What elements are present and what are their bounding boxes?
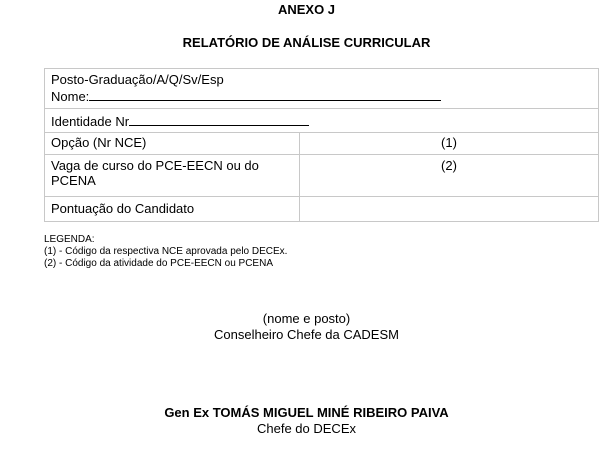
score-label-cell <box>45 197 300 222</box>
legend-title: LEGENDA: <box>44 234 95 245</box>
rank-name-cell <box>45 69 599 109</box>
option-label: Opção (Nr NCE) <box>51 135 147 150</box>
option-value-cell <box>300 133 599 155</box>
table-row <box>45 109 599 133</box>
rank-label: Posto-Graduação/A/Q/Sv/Esp <box>51 72 224 87</box>
score-label: Pontuação do Candidato <box>51 201 195 216</box>
signature-decex <box>0 405 613 437</box>
name-label: Nome: <box>51 89 90 104</box>
score-value-cell <box>300 197 599 222</box>
legend-item: (2) - Código da atividade do PCE-EECN ou PCENA <box>44 258 273 269</box>
table-row <box>45 197 599 222</box>
name-field <box>51 87 592 104</box>
signature-cadesm <box>0 311 613 343</box>
identity-blank-line <box>129 112 309 126</box>
option-note: (1) <box>441 135 457 150</box>
vacancy-label-cell <box>45 155 300 197</box>
identity-cell <box>45 109 599 133</box>
report-title: RELATÓRIO DE ANÁLISE CURRICULAR <box>182 35 431 50</box>
signature-role: Conselheiro Chefe da CADESM <box>214 327 399 342</box>
identity-label: Identidade Nr <box>51 114 130 129</box>
signature-name-rank: (nome e posto) <box>262 311 351 326</box>
name-blank-line <box>89 87 441 101</box>
curriculum-form-table <box>44 68 599 222</box>
legend <box>44 234 287 270</box>
signature-role: Chefe do DECEx <box>257 421 356 436</box>
option-label-cell <box>45 133 300 155</box>
annex-title: ANEXO J <box>277 2 336 17</box>
table-row <box>45 133 599 155</box>
signature-name: Gen Ex TOMÁS MIGUEL MINÉ RIBEIRO PAIVA <box>164 405 449 420</box>
table-row <box>45 155 599 197</box>
vacancy-value-cell <box>300 155 599 197</box>
table-row <box>45 69 599 109</box>
legend-item: (1) - Código da respectiva NCE aprovada pelo DECEx. <box>44 246 288 257</box>
vacancy-note: (2) <box>441 158 457 173</box>
vacancy-label: Vaga de curso do PCE-EECN ou do PCENA <box>51 158 259 188</box>
